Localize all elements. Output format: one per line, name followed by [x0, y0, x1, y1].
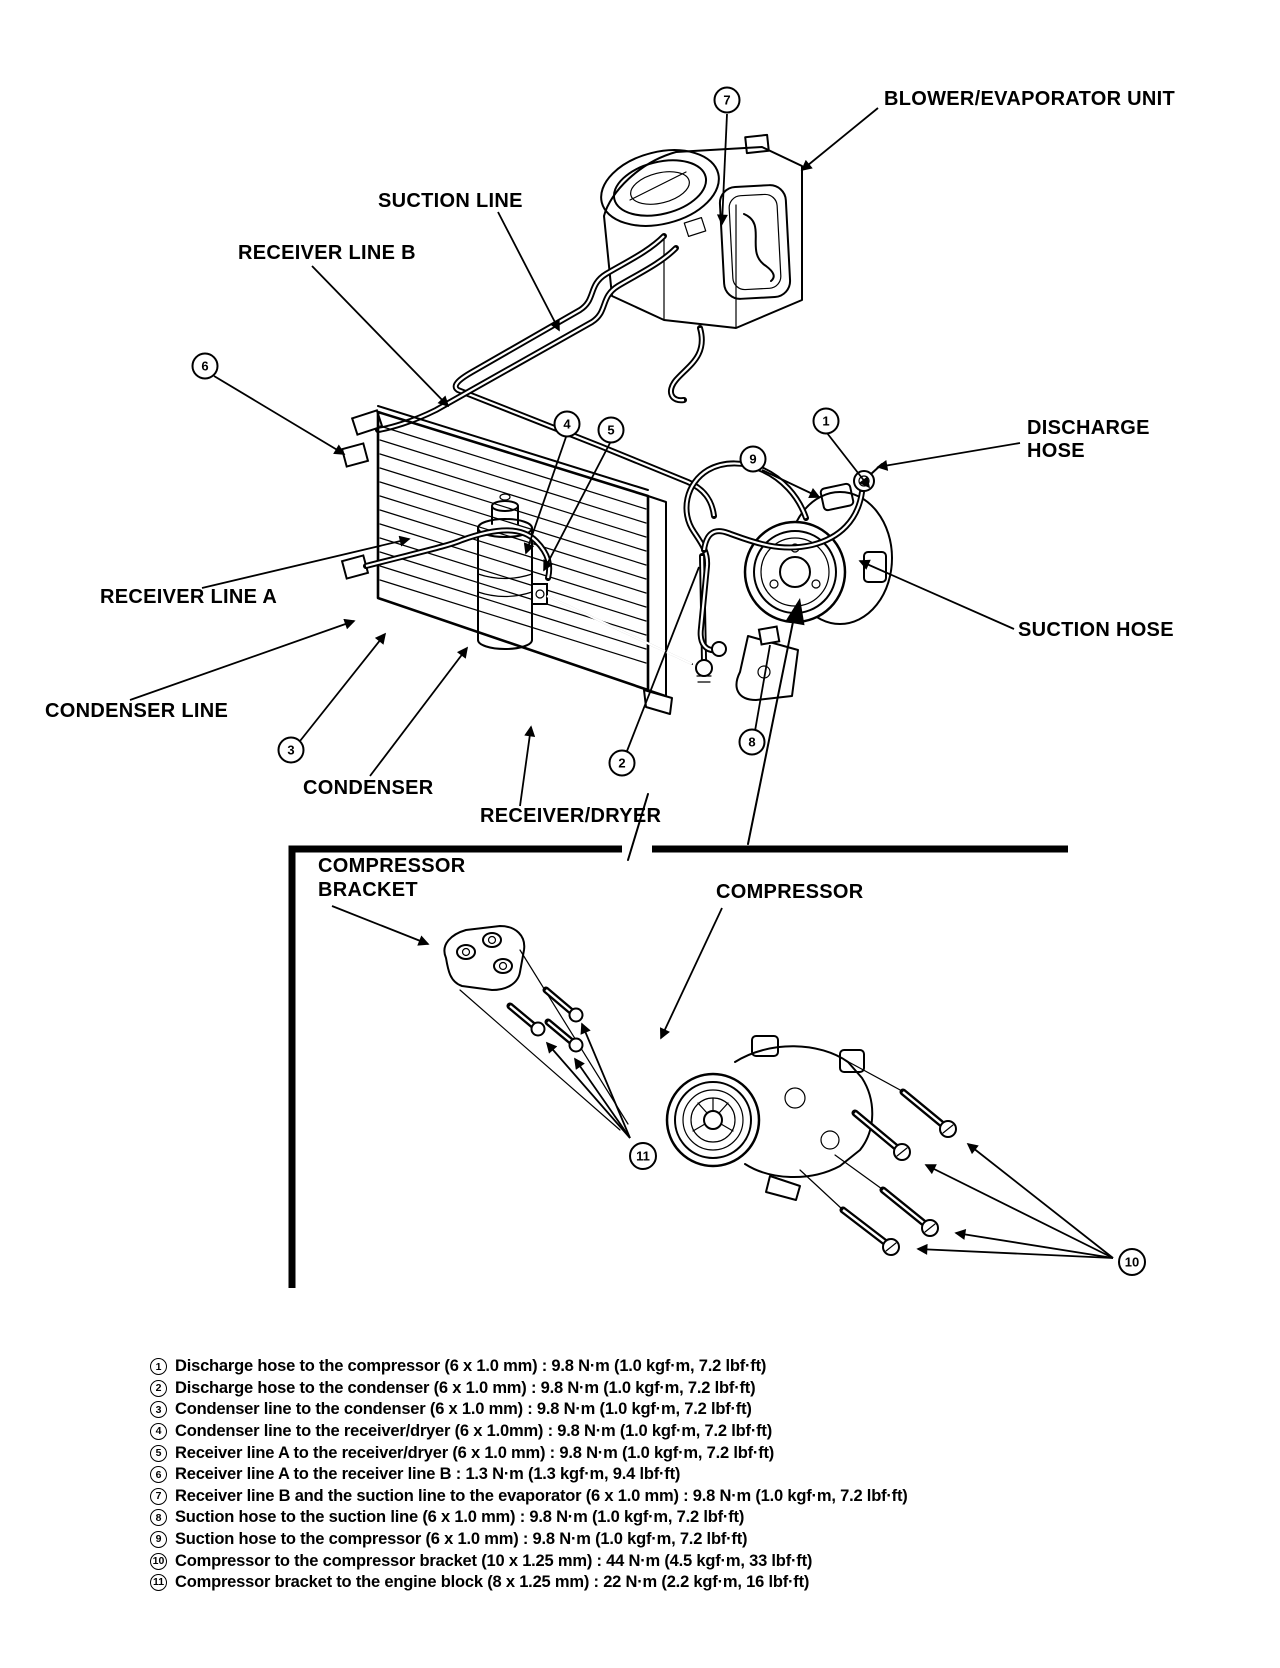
callout-8 [740, 730, 765, 755]
bracket-bolt [548, 1022, 583, 1052]
label-suction-line: SUCTION LINE [378, 190, 523, 212]
label-compressor-bracket-line1: COMPRESSOR [318, 855, 466, 877]
legend-item-number: 7 [150, 1488, 167, 1505]
legend-item-number: 6 [150, 1466, 167, 1483]
callout-7 [715, 88, 740, 113]
bracket-bolt [510, 1006, 545, 1036]
leader-discharge-hose-label [878, 443, 1020, 467]
svg-text:1: 1 [822, 413, 830, 429]
legend-row [150, 1572, 908, 1594]
legend-item-text: Receiver line B and the suction line to the evaporator (6 x 1.0 mm) : 9.8 N·m (1.0 kgf·m, 7.2 lbf·ft) [175, 1486, 908, 1505]
leader-suction-line-label [498, 212, 559, 330]
torque-spec-legend [150, 1356, 908, 1594]
legend-row [150, 1550, 908, 1572]
legend-item-text: Compressor bracket to the engine block (8 x 1.25 mm) : 22 N·m (2.2 kgf·m, 16 lbf·ft) [175, 1573, 810, 1592]
legend-item-text: Condenser line to the receiver/dryer (6 x 1.0mm) : 9.8 N·m (1.0 kgf·m, 7.2 lbf·ft) [175, 1422, 773, 1441]
legend-row [150, 1421, 908, 1443]
leader-callout-1 [827, 433, 869, 487]
svg-text:9: 9 [749, 451, 757, 467]
compressor-inset-drawing [667, 1036, 1113, 1258]
leader-compressor-label [661, 908, 722, 1038]
leader-callout-11-a [582, 1024, 630, 1138]
callout-10 [1119, 1249, 1145, 1275]
legend-row [150, 1507, 908, 1529]
label-condenser-line: CONDENSER LINE [45, 700, 229, 722]
legend-item-number: 5 [150, 1445, 167, 1462]
label-receiver-line-b: RECEIVER LINE B [238, 242, 416, 264]
svg-text:11: 11 [636, 1148, 650, 1164]
label-compressor: COMPRESSOR [716, 881, 864, 903]
svg-text:5: 5 [607, 422, 615, 438]
legend-row [150, 1399, 908, 1421]
label-discharge-hose-line2: HOSE [1027, 440, 1085, 462]
leader-compressor-bracket-label [332, 906, 428, 944]
legend-row [150, 1378, 908, 1400]
compressor-bracket-drawing [444, 926, 630, 1138]
compressor-main-drawing [686, 463, 892, 700]
svg-text:7: 7 [723, 92, 731, 108]
label-compressor-bracket-line2: BRACKET [318, 879, 418, 901]
callout-6 [193, 354, 218, 379]
leader-callout-8 [755, 645, 770, 731]
legend-item-number: 9 [150, 1531, 167, 1548]
legend-item-number: 1 [150, 1358, 167, 1375]
leader-callout-6 [214, 376, 344, 454]
compressor-bolt [883, 1190, 938, 1236]
legend-row [150, 1464, 908, 1486]
leader-condenser-line-label [130, 621, 354, 700]
leader-callout-11-b [547, 1043, 630, 1138]
svg-text:2: 2 [618, 755, 626, 771]
legend-item-number: 4 [150, 1423, 167, 1440]
label-receiver-line-a: RECEIVER LINE A [100, 586, 278, 608]
label-blower-evaporator-unit: BLOWER/EVAPORATOR UNIT [884, 88, 1176, 110]
callout-9 [741, 447, 766, 472]
compressor-bolt [855, 1113, 910, 1160]
callout-4 [555, 412, 580, 437]
label-condenser: CONDENSER [303, 777, 434, 799]
blower-evaporator-drawing [593, 135, 802, 400]
leader-receiver-dryer-label [520, 727, 531, 806]
legend-row [150, 1529, 908, 1551]
leader-condenser-label [370, 648, 467, 776]
callout-1 [814, 409, 839, 434]
label-suction-hose: SUCTION HOSE [1018, 619, 1174, 641]
leader-receiver-line-b-label [312, 266, 448, 406]
label-receiver-dryer: RECEIVER/DRYER [480, 805, 662, 827]
part-labels [45, 88, 1175, 903]
receiver-line-b-pipe [352, 248, 676, 435]
callout-3 [279, 738, 304, 763]
leader-callout-7 [722, 114, 727, 224]
svg-text:6: 6 [201, 358, 209, 374]
svg-text:10: 10 [1124, 1254, 1140, 1270]
legend-item-number: 11 [150, 1574, 167, 1591]
leader-callout-2 [627, 567, 699, 751]
legend-item-text: Discharge hose to the compressor (6 x 1.0 mm) : 9.8 N·m (1.0 kgf·m, 7.2 lbf·ft) [175, 1357, 767, 1376]
legend-item-text: Receiver line A to the receiver line B : 1.3 N·m (1.3 kgf·m, 9.4 lbf·ft) [175, 1465, 681, 1484]
legend-item-text: Discharge hose to the condenser (6 x 1.0 mm) : 9.8 N·m (1.0 kgf·m, 7.2 lbf·ft) [175, 1378, 756, 1397]
legend-item-text: Compressor to the compressor bracket (10 x 1.25 mm) : 44 N·m (4.5 kgf·m, 33 lbf·ft) [175, 1551, 813, 1570]
legend-item-text: Suction hose to the compressor (6 x 1.0 mm) : 9.8 N·m (1.0 kgf·m, 7.2 lbf·ft) [175, 1530, 748, 1549]
legend-item-number: 8 [150, 1509, 167, 1526]
bracket-bolt [546, 990, 583, 1022]
leader-blower-label [802, 108, 878, 170]
callouts [193, 88, 1146, 1276]
leader-callout-10-a [968, 1144, 1113, 1258]
legend-item-text: Receiver line A to the receiver/dryer (6 x 1.0 mm) : 9.8 N·m (1.0 kgf·m, 7.2 lbf·ft) [175, 1443, 775, 1462]
svg-text:4: 4 [563, 416, 571, 432]
legend-item-text: Condenser line to the condenser (6 x 1.0 mm) : 9.8 N·m (1.0 kgf·m, 7.2 lbf·ft) [175, 1400, 752, 1419]
leader-callout-3 [300, 634, 385, 741]
svg-text:3: 3 [287, 742, 295, 758]
label-discharge-hose-line1: DISCHARGE [1027, 417, 1150, 439]
callout-5 [599, 418, 624, 443]
compressor-bolt [903, 1092, 956, 1137]
leader-callout-10-b [926, 1165, 1113, 1258]
callout-11 [630, 1143, 656, 1169]
svg-text:8: 8 [748, 734, 756, 750]
legend-row [150, 1442, 908, 1464]
callout-2 [610, 751, 635, 776]
legend-row [150, 1356, 908, 1378]
legend-item-number: 3 [150, 1401, 167, 1418]
legend-item-number: 10 [150, 1553, 167, 1570]
legend-row [150, 1486, 908, 1508]
legend-item-number: 2 [150, 1380, 167, 1397]
legend-item-text: Suction hose to the suction line (6 x 1.0 mm) : 9.8 N·m (1.0 kgf·m, 7.2 lbf·ft) [175, 1508, 745, 1527]
compressor-bolt [843, 1210, 899, 1255]
